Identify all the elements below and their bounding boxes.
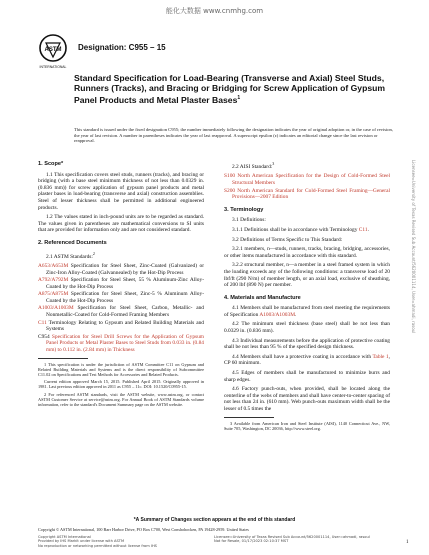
ref-link[interactable]: C11 (38, 319, 47, 326)
para-3-2-1: 3.2.1 members, n—studs, runners, tracks, bracing, bridging, accessories, or other items manufactured in accordance with this standard. (224, 246, 390, 259)
title-text: Standard Specification for Load-Bearing (Transverse and Axial) Steel Studs, Runners (Tracks), and Bracing or Bridging for Screw Application of Gypsum Panel Products and Metal Plaster Bases (74, 73, 386, 105)
astm-standards-text: 2.1 ASTM Standards: (46, 253, 93, 260)
refs-heading: 2. Referenced Documents (38, 239, 107, 246)
para-4-2: 4.2 The minimum steel thickness (base steel) shall be not less than 0.0329 in. (0.836 mm). (224, 321, 390, 335)
summary-of-changes-note: *A Summary of Changes section appears at the end of this standard (133, 517, 296, 523)
para-4-1 (224, 305, 390, 318)
ref-link[interactable]: Table 1 (372, 353, 389, 360)
astm-footnote-mark: 2 (92, 250, 95, 256)
para-3-2: 3.2 Definitions of Terms Specific to This Standard: (232, 236, 343, 243)
footer-left (38, 535, 157, 548)
footer-line: Licensee=University of Texas Revised Sub Account/5620001114, User=ahmadi, rasoul (214, 535, 370, 539)
footnote-rule (38, 358, 88, 359)
title-footnote-mark: 1 (237, 95, 241, 101)
para-text: . (294, 311, 297, 318)
footnote-3: 3 Available from American Iron and Steel Institute (AISI), 1140 Connecticut Ave., NW, Suite 705, Washington, DC 20036, http://www.steel.org. (224, 420, 390, 431)
para-1-1: 1.1 This specification covers steel studs, runners (tracks), and bracing or bridging (with a base steel minimum thickness of not less than 0.0329 in. (0.836 mm)) for screw application of gypsum panel products and metal plaster bases in load-bearing (transverse and axial) construction assemblies. Steel of lesser thickness shall be permitted in additional engineered products. (38, 171, 204, 211)
astm-standards-label (38, 251, 204, 260)
right-column (224, 155, 390, 433)
astm-logo (38, 33, 68, 71)
para-4-4 (224, 354, 390, 367)
ref-text: Specification for Steel Sheet, Zinc-Coated (Galvanized) or Zinc-Iron Alloy-Coated (Galvannealed) by the Hot-Dip Process (46, 262, 204, 276)
para-3-2-2: 3.2.2 structural member, n—a member in a steel framed system in which the loading exceeds any of the following conditions: a transverse load of 20 lbf/ft (290 N/m) of member length, or an axial load, exclusive of sheathing, of 200 lbf (890 N) per member. (224, 262, 390, 289)
ref-text[interactable]: Specification for Steel Drill Screws for the Application of Gypsum Panel Products or Metal Plaster Bases to Steel Studs from 0.033 in. (0.84 mm) to 0.112 in. (2.84 mm) in Thickness (46, 333, 204, 354)
ref-text: North American Specification for the Design of Cold-Formed Steel Structural Members (232, 173, 390, 186)
page-number: 1 (406, 540, 409, 545)
ref-code: C954 (38, 333, 50, 340)
ref-text: Specification for Steel Sheet, Zinc-5 % Aluminum Alloy-Coated by the Hot-Dip Process (46, 291, 204, 304)
footer-line: Not for Resale, 01/17/2023 02:10:37 MST (214, 539, 289, 544)
ref-item (38, 263, 204, 276)
ref-text: Specification for Steel Sheet, 55 % Aluminum-Zinc Alloy-Coated by the Hot-Dip Process (46, 277, 204, 290)
para-text: 4.4 Members shall have a protective coating in accordance with (232, 353, 373, 360)
para-4-5: 4.5 Edges of members shall be manufactured to minimize burrs and sharp edges. (224, 370, 390, 383)
copyright-line: Copyright © ASTM International, 100 Barr Harbor Drive, PO Box C700, West Conshohocken, PA 19428-2959. United States (38, 527, 249, 532)
designation: Designation: C955 – 15 (78, 43, 166, 52)
materials-heading: 4. Materials and Manufacture (224, 294, 301, 301)
ref-link[interactable]: A1003/A1003M (259, 311, 295, 318)
para-text: . (367, 226, 369, 233)
aisi-footnote-mark: 3 (272, 161, 275, 166)
aisi-standard-label (224, 161, 390, 170)
scope-heading: 1. Scope* (38, 161, 64, 167)
ref-link[interactable]: A653/A653M (38, 262, 69, 269)
ref-text: North American Standard for Cold-Formed Steel Framing—General Provisions—2007 Edition (232, 187, 390, 201)
side-license-note: Licensee=University of Texas Revised Sub Account/5620001114, User=ahmadi, rasoul (411, 160, 416, 334)
para-text: 3.1.1 Definitions shall be in accordance with Terminology (232, 226, 359, 233)
svg-text:ASTM: ASTM (44, 47, 62, 53)
ref-link[interactable]: A1003/A1003M (38, 305, 74, 312)
footnote-1: 1 This specification is under the jurisdiction of ASTM Committee C11 on Gypsum and Related Building Materials and Systems and is the direct responsibility of Subcommittee C11.02 on Specifications and Test Methods for Accessories and Related Products. (38, 361, 204, 378)
ref-text: Terminology Relating to Gypsum and Related Building Materials and Systems (46, 319, 204, 333)
aisi-ref-item (224, 173, 390, 186)
ref-link[interactable]: A875/A875M (38, 291, 69, 298)
para-3-1: 3.1 Definitions: (232, 217, 266, 224)
footnote-2: 2 For referenced ASTM standards, visit the ASTM website, www.astm.org, or contact ASTM Customer Service at service@astm.org. For Annual Book of ASTM Standards volume information, refer to the standard's Document Summary page on the ASTM website. (38, 391, 204, 408)
para-4-3: 4.3 Individual measurements before the application of protective coating shall be not less than 95 % of the specified design thickness. (224, 337, 390, 351)
ref-item (38, 334, 204, 354)
ref-item (38, 320, 204, 333)
footer-line: No reproduction or networking permitted without license from IHS (38, 543, 157, 548)
ref-item (38, 305, 204, 318)
footnote-1b: Current edition approved March 15, 2015. Published April 2015. Originally approved in 1981. Last previous edition approved in 2011 as C955 – 11c. DOI: 10.1520/C0955-15. (38, 379, 204, 390)
aisi-ref-item (224, 188, 390, 201)
terminology-heading: 3. Terminology (224, 206, 264, 213)
ref-item (38, 277, 204, 290)
para-3-1-1 (224, 227, 390, 234)
ref-link[interactable]: C11 (358, 226, 368, 233)
footnote-rule (224, 417, 274, 418)
ref-text: Specification for Steel Sheet, Carbon, Metallic- and Nonmetallic-Coated for Cold-Formed Framing Members (46, 305, 204, 319)
para-text: 4.1 Members shall be manufactured from steel meeting the requirements of Specification (224, 305, 390, 318)
ref-link[interactable]: S100 (224, 173, 236, 180)
footer-line: Provided by IHS Markit under license with ASTM (38, 539, 125, 544)
footer-line: Copyright ASTM International (38, 535, 91, 539)
top-watermark: 能化大数据 www.cnmhg.com (165, 7, 264, 15)
aisi-text: 2.2 AISI Standard: (232, 163, 273, 170)
para-4-6: 4.6 Factory punch-outs, when provided, shall be located along the centerline of the webs of members and shall have center-to-center spacing of not less than 24 in. (610 mm). Web punch-outs maximum width shall be the lesser of 0.5 times the (224, 386, 390, 413)
para-1-2: 1.2 The values stated in inch-pound units are to be regarded as standard. The values given in parentheses are mathematical conversions to SI units that are provided for information only and are not considered standard. (38, 214, 204, 234)
left-column (38, 155, 204, 409)
ref-link[interactable]: S200 (224, 187, 236, 194)
document-title (74, 73, 394, 105)
para-text: , CP 60 minimum. (224, 353, 390, 367)
ref-link[interactable]: A792/A792M (38, 277, 69, 284)
issuance-notice: This standard is issued under the fixed designation C955; the number immediately following the designation indicates the year of original adoption or, in the case of revision, the year of last revision. A number in parentheses indicates the year of last reapproval. A superscript epsilon (ε) indicates an editorial change since the last revision or reapproval. (74, 127, 394, 144)
logo-caption: INTERNATIONAL (39, 65, 67, 69)
footer-right (214, 535, 370, 544)
ref-item (38, 291, 204, 304)
